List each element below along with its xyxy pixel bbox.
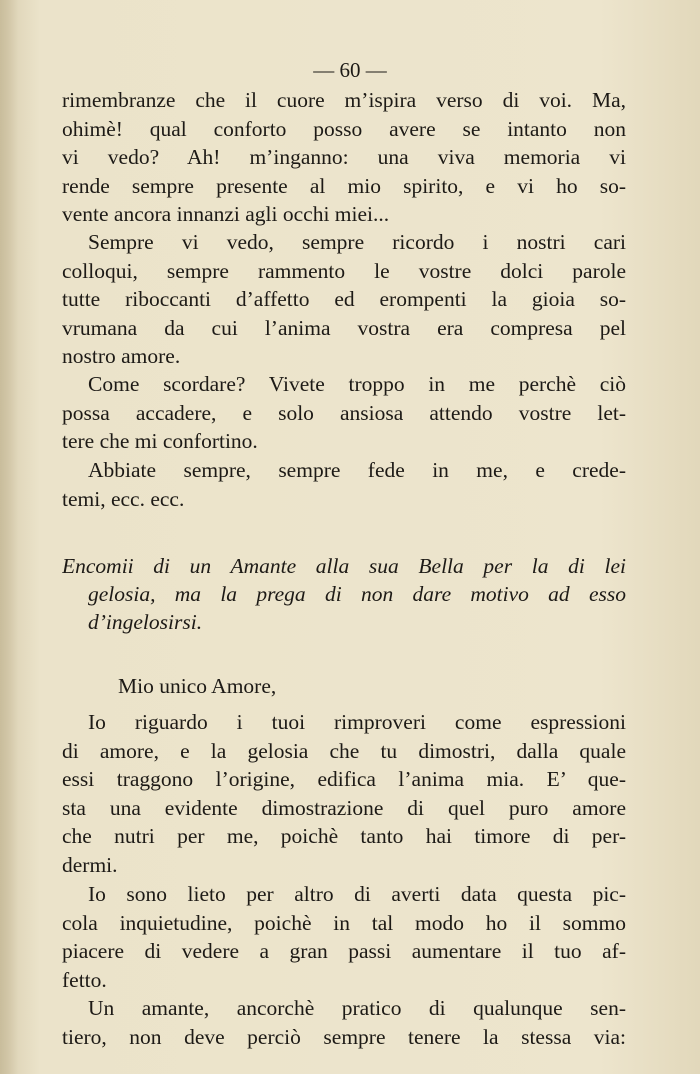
text-line: di amore, e la gelosia che tu dimostri, dalla quale: [62, 738, 626, 763]
text-line: sta una evidente dimostrazione di quel puro amore: [62, 795, 626, 820]
text-line: dermi.: [62, 853, 118, 877]
text-line: colloqui, sempre rammento le vostre dolci parole: [62, 258, 626, 283]
text-line: tutte riboccanti d’affetto ed erompenti la gioia so-: [62, 287, 626, 311]
page-number-text: — 60 —: [313, 58, 387, 82]
text-line: rende sempre presente al mio spirito, e vi ho so-: [62, 173, 626, 198]
text-line: che nutri per me, poichè tanto hai timore di per-: [62, 824, 626, 849]
text-line: cola inquietudine, poichè in tal modo ho il sommo: [62, 910, 626, 935]
salutation: Mio unico Amore,: [118, 674, 277, 698]
text-line: piacere di vedere a gran passi aumentare il tuo af-: [62, 939, 626, 964]
text-line: tiero, non deve perciò sempre tenere la stessa via:: [62, 1024, 626, 1049]
letter-heading-line: gelosia, ma la prega di non dare motivo ad esso: [88, 582, 626, 606]
text-line: rimembranze che il cuore m’ispira verso di voi. Ma,: [62, 88, 626, 112]
text-line: Come scordare? Vivete troppo in me perchè ciò: [88, 372, 626, 396]
text-line: vente ancora innanzi agli occhi miei...: [62, 202, 390, 226]
text-line: temi, ecc. ecc.: [62, 486, 185, 511]
page-edge-shadow: [0, 0, 18, 1074]
text-line: vi vedo? Ah! m’inganno: una viva memoria vi: [62, 145, 626, 169]
text-line: Io riguardo i tuoi rimproveri come espressioni: [88, 710, 626, 734]
text-line: Sempre vi vedo, sempre ricordo i nostri cari: [88, 230, 626, 254]
text-line: ohimè! qual conforto posso avere se intanto non: [62, 116, 626, 141]
text-line: nostro amore.: [62, 344, 181, 368]
text-line: possa accadere, e solo ansiosa attendo vostre let-: [62, 400, 626, 425]
text-line: Io sono lieto per altro di averti data questa pic-: [88, 882, 626, 906]
text-line: fetto.: [62, 967, 107, 992]
text-line: Un amante, ancorchè pratico di qualunque sen-: [88, 996, 626, 1020]
text-line: Abbiate sempre, sempre fede in me, e crede-: [88, 458, 626, 482]
text-line: essi traggono l’origine, edifica l’anima mia. E’ que-: [62, 767, 626, 792]
text-line: vrumana da cui l’anima vostra era compresa pel: [62, 315, 626, 340]
letter-heading-line: Encomii di un Amante alla sua Bella per la di lei: [62, 554, 626, 578]
page-number: [0, 58, 700, 83]
letter-heading-line: d’ingelosirsi.: [88, 610, 203, 634]
text-line: tere che mi confortino.: [62, 429, 258, 453]
